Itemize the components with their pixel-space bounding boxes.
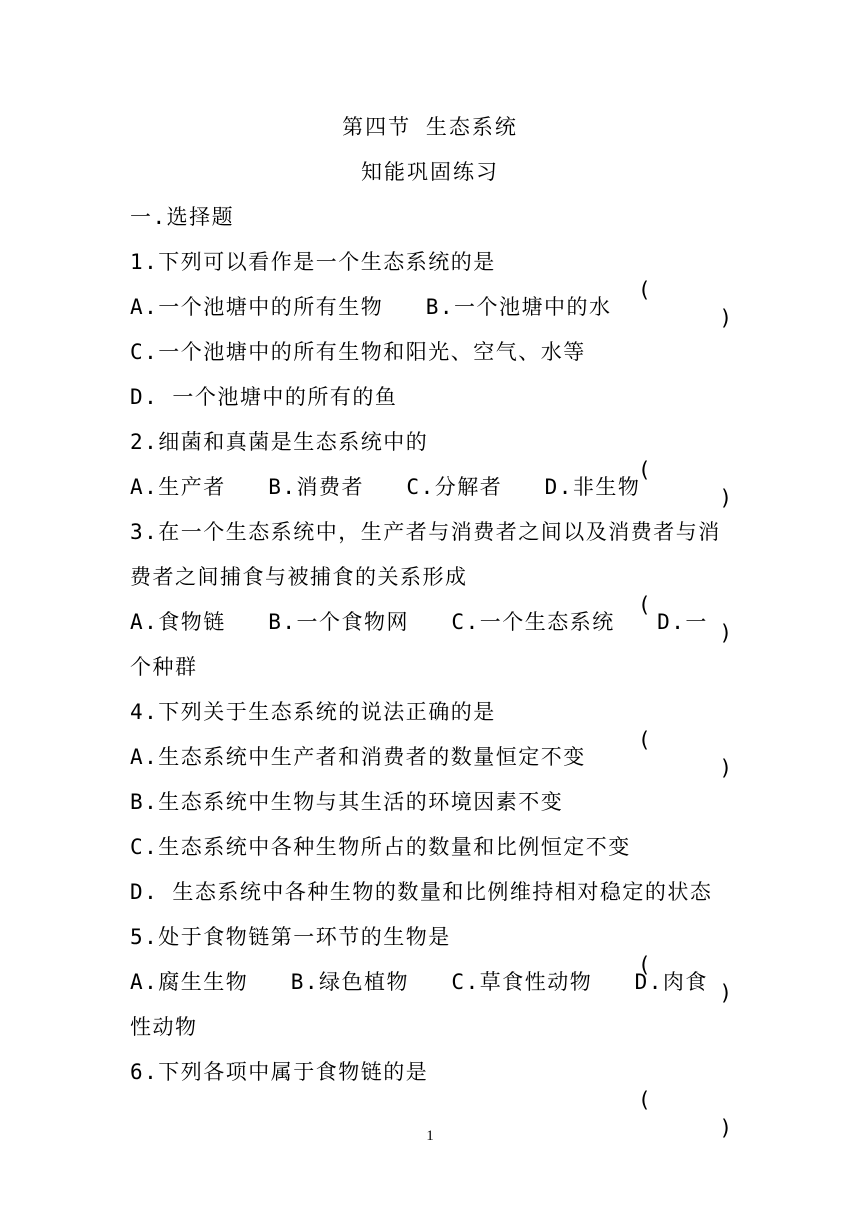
question-4-option-line: C.生态系统中各种生物所占的数量和比例恒定不变 xyxy=(130,835,631,859)
page-subtitle: 知能巩固练习 xyxy=(361,160,499,184)
question-4-option-line: A.生态系统中生产者和消费者的数量恒定不变 xyxy=(130,745,586,769)
question-1-option-line: D. 一个池塘中的所有的鱼 xyxy=(130,385,398,409)
question-3-stem: 费者之间捕食与被捕食的关系形成 xyxy=(130,565,468,589)
paren-open: ( xyxy=(638,953,651,977)
question-4-option-line: D. 生态系统中各种生物的数量和比例维持相对稳定的状态 xyxy=(130,880,713,904)
question-2-option-line: A.生产者 B.消费者 C.分解者 D.非生物 xyxy=(130,475,641,499)
page-title: 第四节 生态系统 xyxy=(342,115,518,139)
page-number: 1 xyxy=(426,1128,434,1144)
question-3-option-line: 个种群 xyxy=(130,655,198,679)
question-3-stem-line1: 3.在一个生态系统中，生产者与消费者之间以及消费者与消 xyxy=(130,520,721,544)
question-4-stem: 4.下列关于生态系统的说法正确的是 xyxy=(130,700,496,724)
paren-close: ) xyxy=(719,981,732,1005)
question-5-stem: 5.处于食物链第一环节的生物是 xyxy=(130,925,451,949)
paren-open: ( xyxy=(638,458,651,482)
paren-close: ) xyxy=(719,1116,732,1140)
question-1-option-line: C.一个池塘中的所有生物和阳光、空气、水等 xyxy=(130,340,586,364)
question-2-stem: 2.细菌和真菌是生态系统中的 xyxy=(130,430,429,454)
paren-open: ( xyxy=(638,278,651,302)
paren-open: ( xyxy=(638,1088,651,1112)
question-6-stem: 6.下列各项中属于食物链的是 xyxy=(130,1060,429,1084)
paren-close: ) xyxy=(719,756,732,780)
paren-open: ( xyxy=(638,593,651,617)
question-4-option-line: B.生态系统中生物与其生活的环境因素不变 xyxy=(130,790,564,814)
paren-close: ) xyxy=(719,621,732,645)
question-1-option-line: A.一个池塘中的所有生物 B.一个池塘中的水 xyxy=(130,295,612,319)
question-5-option-line: 性动物 xyxy=(130,1015,198,1039)
question-6-answer-blank xyxy=(638,1058,732,1170)
question-3-option-line: A.食物链 B.一个食物网 C.一个生态系统 D.一 xyxy=(130,610,708,634)
paren-close: ) xyxy=(719,486,732,510)
paren-close: ) xyxy=(719,306,732,330)
question-5-option-line: A.腐生生物 B.绿色植物 C.草食性动物 D.肉食 xyxy=(130,970,708,994)
paren-open: ( xyxy=(638,728,651,752)
section-heading: 一.选择题 xyxy=(130,205,235,229)
question-1-stem: 1.下列可以看作是一个生态系统的是 xyxy=(130,250,496,274)
